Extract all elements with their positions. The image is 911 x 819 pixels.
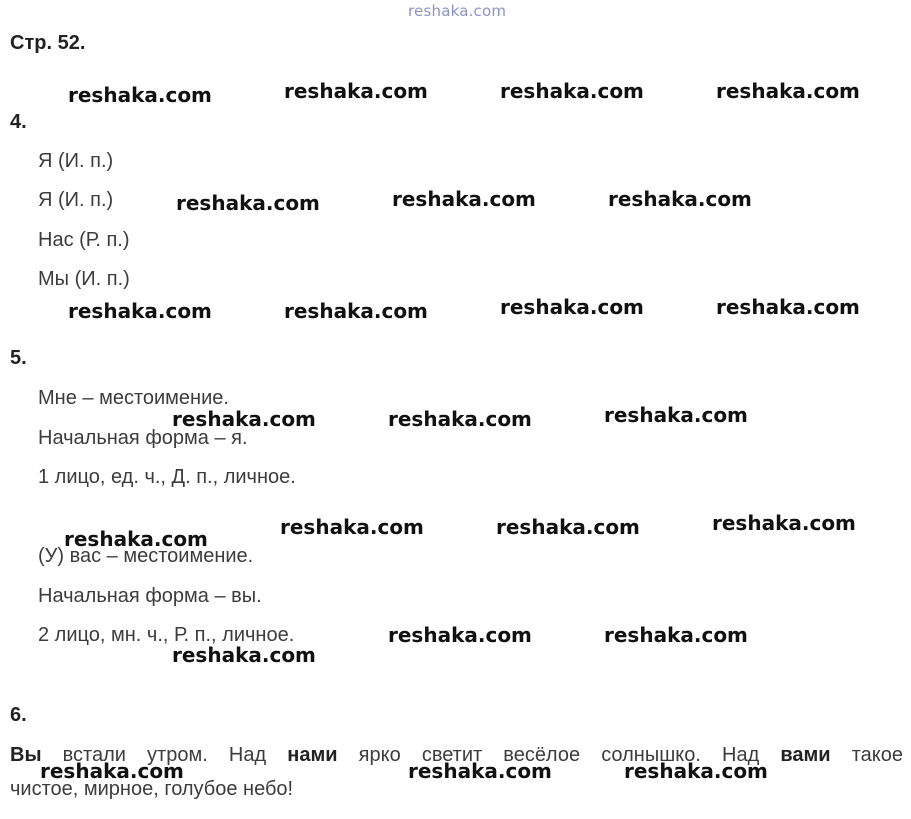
watermark: reshaka.com: [500, 295, 644, 319]
watermark: reshaka.com: [712, 511, 856, 535]
watermark: reshaka.com: [284, 299, 428, 323]
watermark: reshaka.com: [716, 295, 860, 319]
task-6-text-3: такое: [830, 744, 904, 766]
task-5-line-3: 1 лицо, ед. ч., Д. п., личное.: [38, 466, 296, 488]
site-watermark-top: reshaka.com: [408, 2, 507, 20]
task-4-line-4: Мы (И. п.): [38, 268, 130, 290]
task-4-number: 4.: [10, 111, 27, 133]
watermark: reshaka.com: [716, 79, 860, 103]
task-5-line-2: Начальная форма – я.: [38, 427, 248, 449]
watermark: reshaka.com: [608, 187, 752, 211]
task-4-line-1: Я (И. п.): [38, 150, 114, 172]
task-5-line-6: 2 лицо, мн. ч., Р. п., личное.: [38, 624, 295, 646]
task-5-number: 5.: [10, 347, 27, 369]
watermark: reshaka.com: [172, 643, 316, 667]
watermark: reshaka.com: [176, 191, 320, 215]
pronoun-vami: вами: [780, 744, 831, 766]
pronoun-nami: нами: [287, 744, 338, 766]
watermark: reshaka.com: [68, 83, 212, 107]
watermark: reshaka.com: [172, 407, 316, 431]
watermark: reshaka.com: [392, 187, 536, 211]
watermark: reshaka.com: [388, 623, 532, 647]
watermark: reshaka.com: [496, 515, 640, 539]
task-6-text-2: ярко светит весёлое солнышко. Над: [337, 744, 781, 766]
watermark: reshaka.com: [280, 515, 424, 539]
page-label: Стр. 52.: [10, 32, 86, 54]
watermark: reshaka.com: [500, 79, 644, 103]
watermark: reshaka.com: [624, 759, 768, 783]
watermark: reshaka.com: [604, 623, 748, 647]
task-6-line-2: чистое, мирное, голубое небо!: [10, 778, 294, 800]
task-6-number: 6.: [10, 704, 27, 726]
watermark: reshaka.com: [68, 299, 212, 323]
watermark: reshaka.com: [40, 759, 184, 783]
task-5-line-4: (У) вас – местоимение.: [38, 545, 254, 567]
watermark: reshaka.com: [408, 759, 552, 783]
watermark: reshaka.com: [284, 79, 428, 103]
pronoun-vy: Вы: [10, 744, 42, 766]
watermark: reshaka.com: [64, 527, 208, 551]
watermark: reshaka.com: [388, 407, 532, 431]
task-5-line-5: Начальная форма – вы.: [38, 585, 262, 607]
task-5-line-1: Мне – местоимение.: [38, 387, 229, 409]
task-6-text-1: встали утром. Над: [41, 744, 288, 766]
watermark: reshaka.com: [604, 403, 748, 427]
task-4-line-2: Я (И. п.): [38, 189, 114, 211]
task-4-line-3: Нас (Р. п.): [38, 229, 130, 251]
